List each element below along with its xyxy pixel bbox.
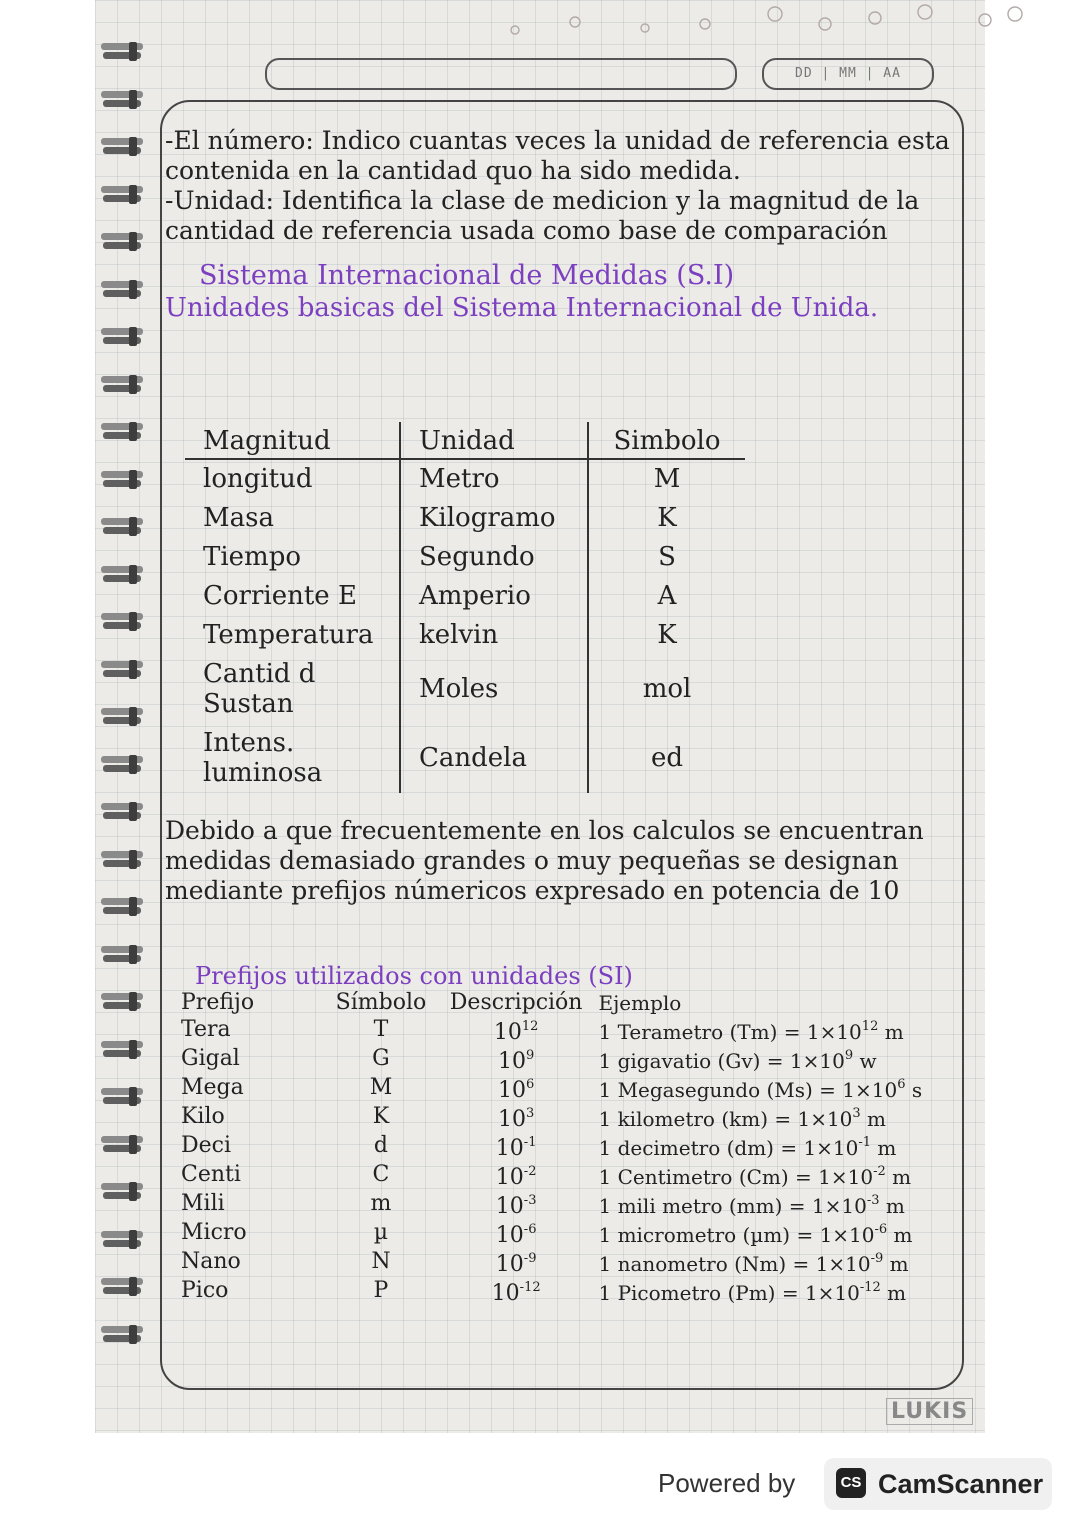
spiral-ring — [99, 800, 145, 824]
table-row — [173, 1218, 955, 1247]
cell-ejemplo — [590, 1044, 955, 1073]
cell-prefijo: Tera — [181, 1017, 231, 1042]
spiral-ring — [99, 563, 145, 587]
spiral-ring — [99, 895, 145, 919]
cell-descripcion — [442, 1015, 591, 1044]
power-base: 10 — [491, 1281, 520, 1306]
cell-prefijo: Deci — [181, 1133, 232, 1158]
table-row — [185, 459, 745, 499]
power-base: 10 — [493, 1020, 522, 1045]
camscanner-badge[interactable] — [824, 1458, 1052, 1510]
table-row — [185, 724, 745, 793]
cell-simbolo: ed — [650, 743, 684, 773]
example-unit: m — [871, 1136, 897, 1160]
author-signature: LUKIS — [886, 1398, 973, 1425]
cell-ejemplo — [590, 1015, 955, 1044]
table-row — [173, 1102, 955, 1131]
example-text: 1 Picometro (Pm) = 1×10 — [598, 1281, 860, 1305]
si-prefix-table — [173, 990, 955, 1305]
cell-ejemplo — [590, 1218, 955, 1247]
example-unit: m — [883, 1252, 909, 1276]
powered-by-label: Powered by — [658, 1468, 796, 1498]
example-text: 1 Terametro (Tm) = 1×10 — [598, 1020, 862, 1044]
cell-ejemplo — [590, 1131, 955, 1160]
spiral-ring — [99, 88, 145, 112]
example-text: 1 nanometro (Nm) = 1×10 — [598, 1252, 871, 1276]
table-row — [185, 538, 745, 577]
definition-number: -El número: Indico cuantas veces la unidad de referencia esta contenida en la cantidad quo ha sido medida. — [165, 126, 950, 185]
header-magnitud: Magnitud — [185, 422, 400, 459]
spiral-ring — [99, 515, 145, 539]
table-row — [173, 1044, 955, 1073]
cell-simbolo: P — [373, 1278, 389, 1303]
prefix-explanation: Debido a que frecuentemente en los calculos se encuentran medidas demasiado grandes o muy pequeñas se designan mediante prefijos númericos expresado en potencia de 10 — [165, 816, 924, 905]
example-unit: m — [879, 1194, 905, 1218]
cell-unidad: Moles — [400, 655, 588, 724]
cell-prefijo: Gigal — [181, 1046, 240, 1071]
example-exponent: 12 — [861, 1019, 879, 1034]
spiral-ring — [99, 848, 145, 872]
spiral-ring — [99, 705, 145, 729]
section-title: Sistema Internacional de Medidas (S.I) — [199, 260, 735, 291]
cell-simbolo: A — [657, 581, 677, 611]
camscanner-brand: CamScanner — [878, 1469, 1044, 1499]
table-row — [173, 1015, 955, 1044]
cell-descripcion — [442, 1218, 591, 1247]
spiral-ring — [99, 468, 145, 492]
prefix-section-title: Prefijos utilizados con unidades (SI) — [195, 962, 633, 990]
power-exponent: -6 — [523, 1222, 537, 1237]
header-ejemplo: Ejemplo — [598, 990, 682, 1015]
table-row — [173, 1276, 955, 1305]
cell-descripcion — [442, 1276, 591, 1305]
header-prefijo: Prefijo — [181, 990, 255, 1015]
example-unit: m — [887, 1223, 913, 1247]
cell-ejemplo — [590, 1073, 955, 1102]
spiral-ring — [99, 1133, 145, 1157]
cell-unidad: Kilogramo — [400, 499, 588, 538]
camscanner-logo-icon: CS — [836, 1468, 866, 1498]
section-subtitle: Unidades basicas del Sistema Internacional de Unida. — [165, 293, 879, 323]
cell-simbolo: K — [657, 503, 677, 533]
cell-descripcion — [442, 1044, 591, 1073]
cell-prefijo: Kilo — [181, 1104, 225, 1129]
power-exponent: 3 — [526, 1106, 535, 1121]
spiral-ring — [99, 658, 145, 682]
cell-magnitud: Temperatura — [185, 616, 400, 655]
power-exponent: -1 — [523, 1135, 537, 1150]
cell-simbolo: N — [371, 1249, 391, 1274]
spiral-ring — [99, 135, 145, 159]
spiral-ring — [99, 1228, 145, 1252]
cell-simbolo: µ — [373, 1220, 389, 1245]
example-unit: m — [878, 1020, 904, 1044]
cell-descripcion — [442, 1189, 591, 1218]
table-row — [173, 1160, 955, 1189]
table-row — [173, 1189, 955, 1218]
cell-simbolo: mol — [642, 674, 692, 704]
header-unidad: Unidad — [400, 422, 588, 459]
scanner-footer — [0, 1458, 1080, 1518]
example-exponent: 9 — [844, 1048, 854, 1063]
cell-unidad: Segundo — [400, 538, 588, 577]
example-text: 1 Megasegundo (Ms) = 1×10 — [598, 1078, 898, 1102]
power-exponent: 9 — [526, 1048, 535, 1063]
cell-magnitud: Corriente E — [185, 577, 400, 616]
example-exponent: 6 — [897, 1077, 906, 1092]
example-exponent: -12 — [859, 1280, 881, 1295]
example-text: 1 kilometro (km) = 1×10 — [598, 1107, 853, 1131]
cell-simbolo: M — [653, 464, 681, 494]
cell-simbolo: d — [373, 1133, 388, 1158]
table-row — [173, 1131, 955, 1160]
example-text: 1 micrometro (µm) = 1×10 — [598, 1223, 875, 1247]
cell-prefijo: Mili — [181, 1191, 225, 1216]
example-unit: w — [853, 1049, 877, 1073]
power-exponent: -12 — [519, 1280, 541, 1295]
date-field: DD | MM | AA — [762, 58, 934, 90]
cell-simbolo: K — [372, 1104, 390, 1129]
power-base: 10 — [495, 1165, 524, 1190]
cell-ejemplo — [590, 1247, 955, 1276]
cell-prefijo: Micro — [181, 1220, 247, 1245]
cell-descripcion — [442, 1102, 591, 1131]
cell-magnitud: Cantid d Sustan — [185, 655, 400, 724]
example-text: 1 gigavatio (Gv) = 1×10 — [598, 1049, 845, 1073]
spiral-ring — [99, 1038, 145, 1062]
power-exponent: 12 — [521, 1019, 539, 1034]
cell-unidad: kelvin — [400, 616, 588, 655]
example-exponent: -6 — [874, 1222, 888, 1237]
spiral-ring — [99, 1275, 145, 1299]
cell-descripcion — [442, 1247, 591, 1276]
cell-prefijo: Nano — [181, 1249, 241, 1274]
power-base: 10 — [498, 1078, 526, 1103]
cell-simbolo: M — [369, 1075, 393, 1100]
spiral-ring — [99, 278, 145, 302]
cell-simbolo: G — [372, 1046, 390, 1071]
definition-unit: -Unidad: Identifica la clase de medicion y la magnitud de la cantidad de referencia usada como base de comparación — [165, 186, 920, 245]
cell-unidad: Amperio — [400, 577, 588, 616]
table-row — [173, 1247, 955, 1276]
cell-magnitud: longitud — [185, 459, 400, 499]
cell-descripcion — [442, 1160, 591, 1189]
power-exponent: -3 — [523, 1193, 537, 1208]
cell-descripcion — [442, 1073, 591, 1102]
example-unit: m — [885, 1165, 912, 1189]
cell-simbolo: S — [658, 542, 676, 572]
header-simbolo: Símbolo — [335, 990, 427, 1015]
table-row — [185, 499, 745, 538]
power-exponent: -9 — [523, 1251, 537, 1266]
table-row — [185, 655, 745, 724]
cell-simbolo: m — [370, 1191, 392, 1216]
example-unit: m — [860, 1107, 887, 1131]
spiral-ring — [99, 990, 145, 1014]
table-row — [185, 577, 745, 616]
cell-magnitud: Tiempo — [185, 538, 400, 577]
cell-unidad: Candela — [400, 724, 588, 793]
spiral-ring — [99, 325, 145, 349]
example-text: 1 decimetro (dm) = 1×10 — [598, 1136, 859, 1160]
example-exponent: -2 — [873, 1164, 886, 1179]
spiral-ring — [99, 230, 145, 254]
cell-ejemplo — [590, 1102, 955, 1131]
spiral-ring — [99, 1085, 145, 1109]
power-base: 10 — [498, 1107, 526, 1132]
cell-magnitud: Intens. luminosa — [185, 724, 400, 793]
spiral-ring — [99, 1180, 145, 1204]
header-simbolo: Simbolo — [588, 422, 745, 459]
cell-descripcion — [442, 1131, 591, 1160]
table-row — [185, 616, 745, 655]
spiral-ring — [99, 943, 145, 967]
header-descripcion: Descripción — [449, 990, 583, 1015]
cell-simbolo: C — [372, 1162, 390, 1187]
table-header-row — [173, 990, 955, 1015]
example-unit: m — [880, 1281, 907, 1305]
example-exponent: -9 — [870, 1251, 884, 1266]
cell-unidad: Metro — [400, 459, 588, 499]
table-header-row — [185, 422, 745, 459]
example-text: 1 mili metro (mm) = 1×10 — [598, 1194, 867, 1218]
doodle-decoration — [495, 0, 1055, 40]
power-base: 10 — [495, 1223, 524, 1248]
cell-ejemplo — [590, 1160, 955, 1189]
example-unit: s — [905, 1078, 923, 1102]
cell-magnitud: Masa — [185, 499, 400, 538]
spiral-ring — [99, 753, 145, 777]
spiral-ring — [99, 183, 145, 207]
spiral-binding — [95, 40, 155, 1380]
spiral-ring — [99, 610, 145, 634]
power-base: 10 — [495, 1194, 524, 1219]
cell-ejemplo — [590, 1276, 955, 1305]
example-exponent: 3 — [852, 1106, 861, 1121]
example-exponent: -1 — [858, 1135, 872, 1150]
si-base-units-table — [185, 422, 745, 793]
example-exponent: -3 — [866, 1193, 880, 1208]
cell-simbolo: T — [373, 1017, 389, 1042]
header-line-box — [265, 58, 737, 90]
spiral-ring — [99, 373, 145, 397]
cell-prefijo: Pico — [181, 1278, 229, 1303]
power-base: 10 — [498, 1049, 526, 1074]
table-row — [173, 1073, 955, 1102]
power-base: 10 — [495, 1252, 524, 1277]
cell-prefijo: Mega — [181, 1075, 244, 1100]
cell-prefijo: Centi — [181, 1162, 241, 1187]
cell-simbolo: K — [657, 620, 677, 650]
cell-ejemplo — [590, 1189, 955, 1218]
spiral-ring — [99, 420, 145, 444]
spiral-ring — [99, 40, 145, 64]
spiral-ring — [99, 1323, 145, 1347]
power-exponent: 6 — [526, 1077, 535, 1092]
power-exponent: -2 — [523, 1164, 537, 1179]
power-base: 10 — [495, 1136, 524, 1161]
example-text: 1 Centimetro (Cm) = 1×10 — [598, 1165, 874, 1189]
